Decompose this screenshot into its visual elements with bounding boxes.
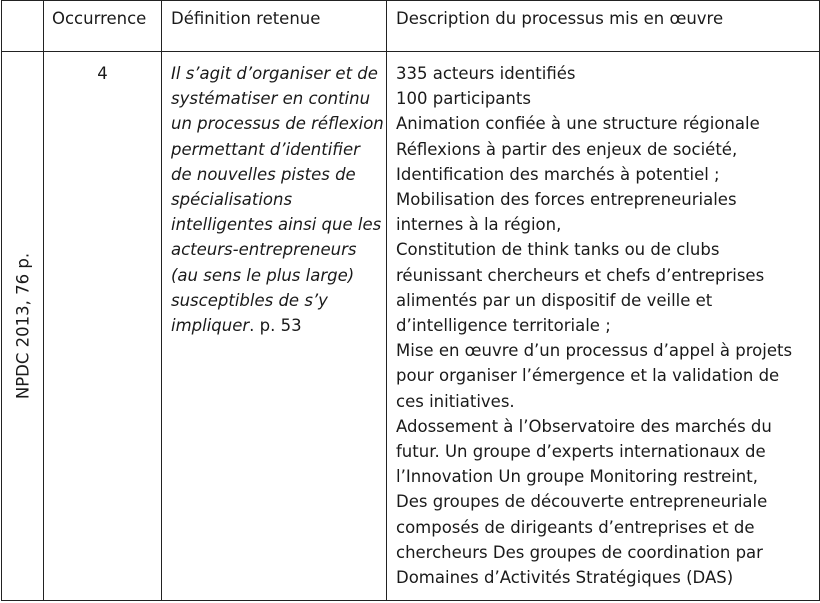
description-line: 100 participants <box>396 89 531 109</box>
description-line: Adossement à l’Observatoire des marchés du <box>396 416 772 436</box>
header-definition-label: Définition retenue <box>171 9 321 28</box>
definition-line: systématiser en continu <box>171 89 371 109</box>
header-occurrence <box>44 1 162 52</box>
description-line: Identification des marchés à potentiel ; <box>396 164 720 184</box>
description-line: futur. Un groupe d’experts internationaux de <box>396 442 766 462</box>
header-occurrence-label: Occurrence <box>52 9 147 28</box>
definition-line: acteurs-entrepreneurs <box>171 240 357 260</box>
definition-line: (au sens le plus large) <box>171 265 355 285</box>
occurrence-value: 4 <box>97 64 108 83</box>
description-line: chercheurs Des groupes de coordination par <box>396 542 763 562</box>
header-description <box>387 1 820 52</box>
description-line: pour organiser l’émergence et la validation de <box>396 366 780 386</box>
header-source-label <box>2 1 43 6</box>
source-cell <box>2 52 44 601</box>
description-line: d’intelligence territoriale ; <box>396 316 611 336</box>
description-line: ces initiatives. <box>396 391 515 411</box>
occurrence-cell <box>44 52 162 601</box>
header-row <box>2 1 820 52</box>
description-line: Domaines d’Activités Stratégiques (DAS) <box>396 568 734 588</box>
header-source <box>2 1 44 52</box>
description-line: internes à la région, <box>396 215 562 235</box>
definition-line: de nouvelles pistes de <box>171 164 356 184</box>
definition-page-ref: . p. 53 <box>249 316 302 336</box>
description-line: l’Innovation Un groupe Monitoring restreint, <box>396 467 758 487</box>
definition-line-last <box>171 313 382 338</box>
table-row <box>2 52 820 601</box>
definition-line: susceptibles de s’y <box>171 290 328 310</box>
definition-line: intelligentes ainsi que les <box>171 215 382 235</box>
definition-line: Il s’agit d’organiser et de <box>171 64 378 83</box>
description-line: Constitution de think tanks ou de clubs <box>396 240 720 260</box>
description-line: Mobilisation des forces entrepreneuriales <box>396 190 737 210</box>
description-line: Mise en œuvre d’un processus d’appel à projets <box>396 341 793 361</box>
definition-text <box>162 52 386 338</box>
description-line: alimentés par un dispositif de veille et <box>396 290 713 310</box>
description-line: composés de dirigeants d’entreprises et de <box>396 517 755 537</box>
description-line: Animation confiée à une structure régionale <box>396 114 760 134</box>
definition-cell <box>162 52 387 601</box>
header-description-label: Description du processus mis en œuvre <box>396 9 724 28</box>
description-text <box>387 52 819 590</box>
definition-line: un processus de réflexion <box>171 114 384 134</box>
description-line: Réflexions à partir des enjeux de société, <box>396 139 738 159</box>
source-label: NPDC 2013, 76 p. <box>13 252 32 400</box>
description-cell <box>387 52 820 601</box>
description-line: Des groupes de découverte entrepreneuriale <box>396 492 768 512</box>
definition-line: permettant d’identifier <box>171 139 360 159</box>
definition-line: spécialisations <box>171 190 293 210</box>
header-definition <box>162 1 387 52</box>
definition-table <box>1 0 820 601</box>
definition-line-end: impliquer <box>171 316 250 336</box>
description-line: réunissant chercheurs et chefs d’entreprises <box>396 265 765 285</box>
description-line: 335 acteurs identifiés <box>396 64 576 83</box>
